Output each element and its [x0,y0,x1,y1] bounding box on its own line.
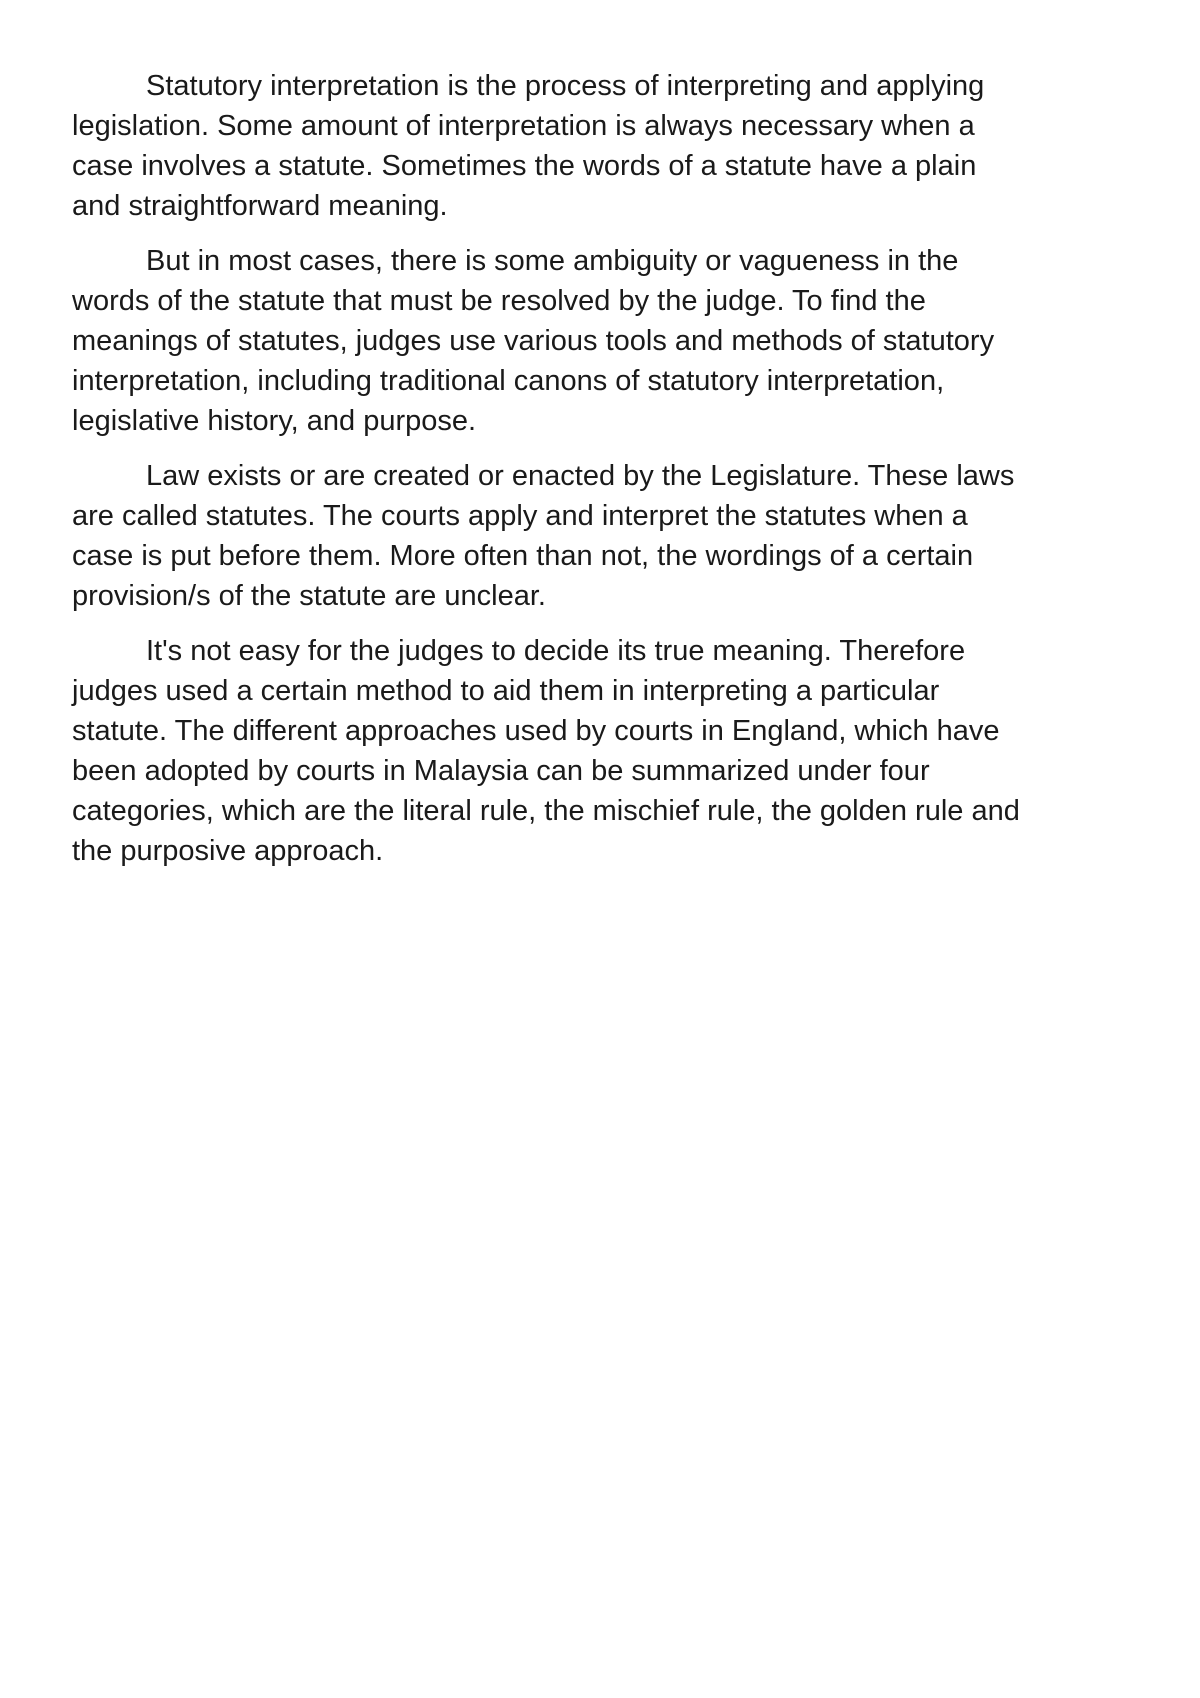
paragraph-3: Law exists or are created or enacted by the Legislature. These laws are called statutes. The courts apply and interpret the statutes when a case is put before them. More often than not, the wordings of a certain provision/s of the statute are unclear. [72,460,1015,612]
paragraph-1: Statutory interpretation is the process of interpreting and applying legislation. Some amount of interpretation is always necessary when a case involves a statute. Sometimes the words of a statute have a plain and straightforward meaning. [72,70,985,222]
paragraph-4: It's not easy for the judges to decide its true meaning. Therefore judges used a certain method to aid them in interpreting a particular statute. The different approaches used by courts in England, which have been adopted by courts in Malaysia can be summarized under four categories, which are the literal rule, the mischief rule, the golden rule and the purposive approach. [72,635,1020,867]
paragraph-2: But in most cases, there is some ambiguity or vagueness in the words of the statute that must be resolved by the judge. To find the meanings of statutes, judges use various tools and methods of statutory interpretation, including traditional canons of statutory interpretation, legislative history, and purpose. [72,245,995,437]
document-body [72,66,1142,886]
